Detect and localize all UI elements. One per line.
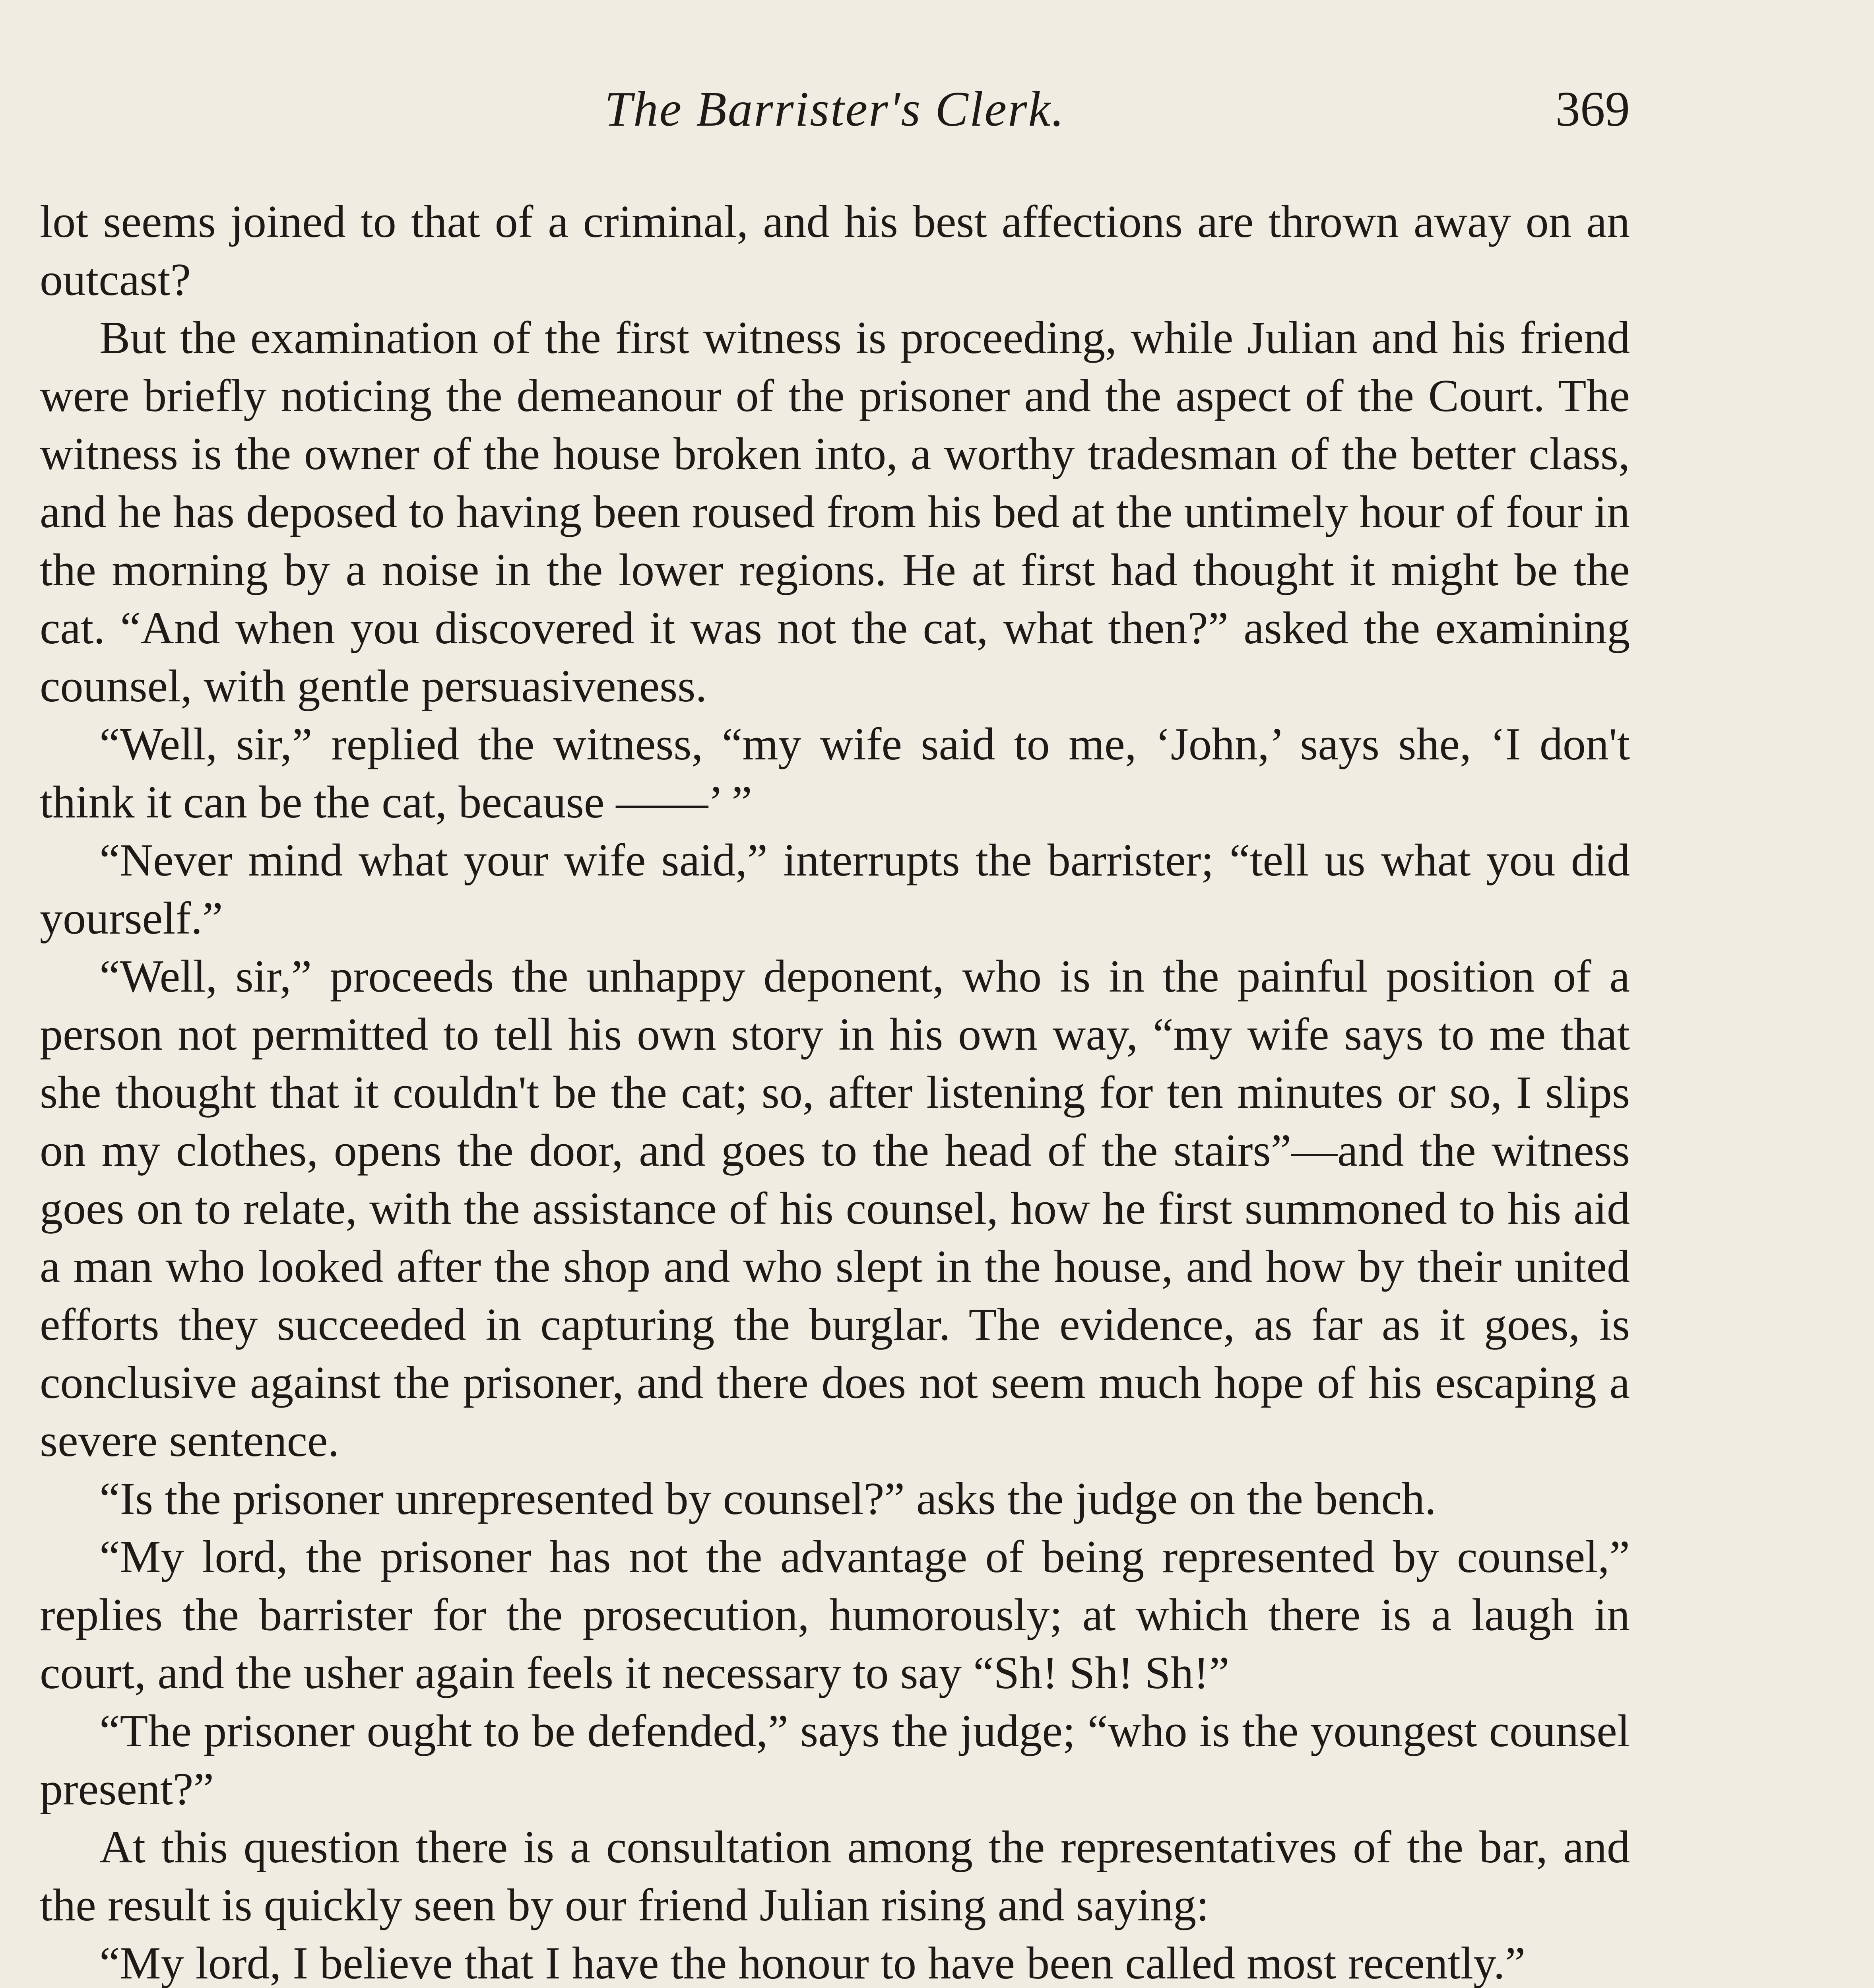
paragraph-2: But the examination of the first witness is proceeding, while Julian and his friend were briefly noticing the demeanour of the prisoner and the aspect of the Court. The witness is the owner of the house broken into, a worthy tradesman of the better class, and he has deposed to having been roused from his bed at the untimely hour of four in the morning by a noise in the lower regions. He at first had thought it might be the cat. “And when you discovered it was not the cat, what then?” asked the examining counsel, with gentle persuasiveness. xyxy=(40,313,1630,712)
paragraph-7: “My lord, the prisoner has not the advantage of being represented by counsel,” replies the barrister for the prosecution, humorously; at which there is a laugh in court, and the usher again feels it necessary to say “Sh! Sh! Sh!” xyxy=(40,1532,1630,1699)
running-title: The Barrister's Clerk. xyxy=(604,82,1065,137)
paragraph-8: “The prisoner ought to be defended,” says the judge; “who is the youngest counsel present?” xyxy=(40,1706,1630,1815)
running-head xyxy=(40,70,1630,149)
paragraph-1: lot seems joined to that of a criminal, and his best affections are thrown away on an outcast? xyxy=(40,196,1630,305)
paragraph-3: “Well, sir,” replied the witness, “my wife said to me, ‘John,’ says she, ‘I don't think it can be the cat, because ——’ ” xyxy=(40,719,1630,828)
paragraph-9: At this question there is a consultation among the representatives of the bar, and the result is quickly seen by our friend Julian rising and saying: xyxy=(40,1822,1630,1931)
paragraph-10: “My lord, I believe that I have the honour to have been called most recently.” xyxy=(99,1938,1526,1988)
paragraph-5: “Well, sir,” proceeds the unhappy deponent, who is in the painful position of a person not permitted to tell his own story in his own way, “my wife says to me that she thought that it couldn't be the cat; so, after listening for ten minutes or so, I slips on my clothes, opens the door, and goes to the head of the stairs”—and the witness goes on to relate, with the assistance of his counsel, how he first summoned to his aid a man who looked after the shop and who slept in the house, and how by their united efforts they succeeded in capturing the burglar. The evidence, as far as it goes, is conclusive against the prisoner, and there does not seem much hope of his escaping a severe sentence. xyxy=(40,951,1630,1466)
paragraph-4: “Never mind what your wife said,” interrupts the barrister; “tell us what you did yourself.” xyxy=(40,835,1630,944)
body-text xyxy=(40,193,1630,1988)
paragraph-6: “Is the prisoner unrepresented by counsel?” asks the judge on the bench. xyxy=(99,1474,1436,1524)
page-number: 369 xyxy=(1555,82,1630,137)
